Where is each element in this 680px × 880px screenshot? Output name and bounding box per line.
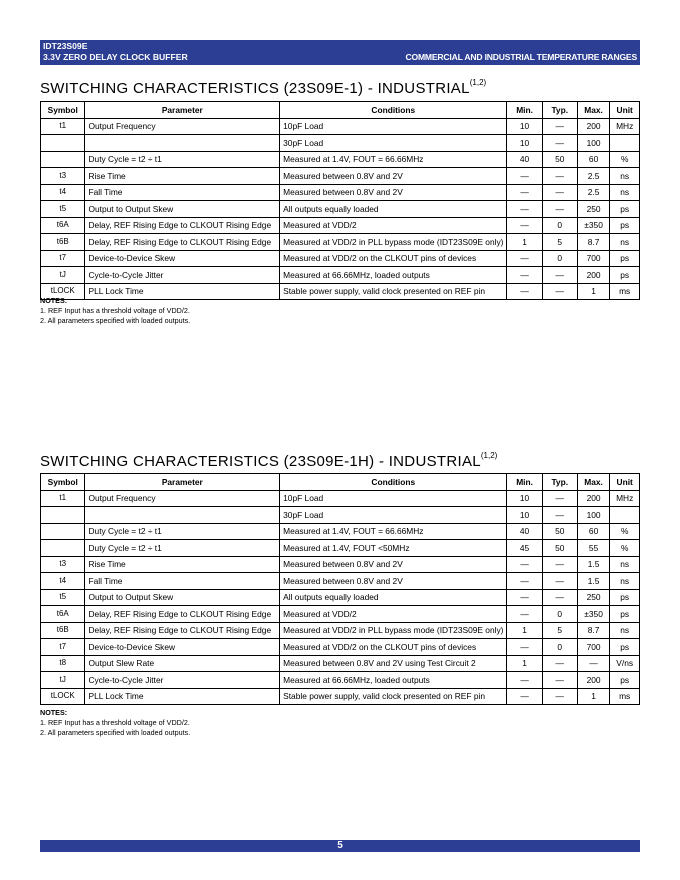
table2-title: SWITCHING CHARACTERISTICS (23S09E-1H) - INDUSTRIAL$^{(1,2)}$ <box>40 451 498 470</box>
cell-sym: t6A <box>41 217 85 234</box>
cell-cond: 30pF Load <box>280 507 507 524</box>
cell-sym: t1 <box>41 490 85 507</box>
cell-min: 10 <box>507 135 542 152</box>
cell-max: 1 <box>577 283 610 300</box>
cell-min: 40 <box>507 151 542 168</box>
cell-param: PLL Lock Time <box>85 688 280 705</box>
cell-sym <box>41 540 85 557</box>
cell-max: 1.5 <box>577 573 610 590</box>
cell-sym <box>41 523 85 540</box>
cell-min: 45 <box>507 540 542 557</box>
column-header: Parameter <box>85 102 280 119</box>
cell-unit: MHz <box>610 490 640 507</box>
cell-min: — <box>507 556 542 573</box>
cell-min: 1 <box>507 655 542 672</box>
cell-param: Device-to-Device Skew <box>85 639 280 656</box>
column-header: Typ. <box>542 474 577 491</box>
cell-sym <box>41 151 85 168</box>
column-header: Unit <box>610 102 640 119</box>
cell-cond: 10pF Load <box>280 490 507 507</box>
cell-param: Fall Time <box>85 184 280 201</box>
cell-typ: — <box>542 556 577 573</box>
cell-min: 40 <box>507 523 542 540</box>
cell-unit: % <box>610 523 640 540</box>
cell-max: 700 <box>577 250 610 267</box>
cell-max: 250 <box>577 201 610 218</box>
cell-param: Cycle-to-Cycle Jitter <box>85 267 280 284</box>
cell-cond: 30pF Load <box>280 135 507 152</box>
cell-min: 1 <box>507 622 542 639</box>
cell-max: 60 <box>577 151 610 168</box>
table1-notes <box>40 296 190 326</box>
cell-sym: t4 <box>41 184 85 201</box>
cell-min: 10 <box>507 507 542 524</box>
cell-sym: t3 <box>41 168 85 185</box>
cell-typ: 0 <box>542 217 577 234</box>
cell-unit: ps <box>610 639 640 656</box>
cell-unit: ps <box>610 201 640 218</box>
table-row <box>41 135 640 152</box>
table-row <box>41 168 640 185</box>
cell-cond: All outputs equally loaded <box>280 589 507 606</box>
column-header: Conditions <box>280 474 507 491</box>
cell-unit: ps <box>610 672 640 689</box>
cell-sym <box>41 135 85 152</box>
cell-unit: ns <box>610 234 640 251</box>
cell-sym: t6A <box>41 606 85 623</box>
cell-sym: t5 <box>41 589 85 606</box>
page-header <box>40 40 640 65</box>
table-row <box>41 639 640 656</box>
cell-typ: 0 <box>542 639 577 656</box>
cell-unit: MHz <box>610 118 640 135</box>
cell-cond: Measured at 1.4V, FOUT = 66.66MHz <box>280 523 507 540</box>
cell-param: Rise Time <box>85 556 280 573</box>
notes-title: NOTES: <box>40 296 68 305</box>
cell-sym: t6B <box>41 234 85 251</box>
cell-unit: % <box>610 540 640 557</box>
note-1: 1. REF Input has a threshold voltage of VDD/2. <box>40 718 190 727</box>
cell-typ: 5 <box>542 234 577 251</box>
table-row <box>41 507 640 524</box>
column-header: Min. <box>507 102 542 119</box>
column-header: Symbol <box>41 474 85 491</box>
cell-unit: ns <box>610 573 640 590</box>
cell-unit: ms <box>610 688 640 705</box>
note-2: 2. All parameters specified with loaded outputs. <box>40 728 191 737</box>
cell-unit <box>610 135 640 152</box>
cell-max: ±350 <box>577 606 610 623</box>
table-row <box>41 589 640 606</box>
cell-unit: V/ns <box>610 655 640 672</box>
column-header: Symbol <box>41 102 85 119</box>
cell-sym: tJ <box>41 267 85 284</box>
cell-max: 200 <box>577 118 610 135</box>
cell-min: — <box>507 250 542 267</box>
cell-param: Output Slew Rate <box>85 655 280 672</box>
cell-sym: tJ <box>41 672 85 689</box>
cell-unit: ps <box>610 267 640 284</box>
cell-cond: Measured between 0.8V and 2V <box>280 168 507 185</box>
table-row <box>41 523 640 540</box>
cell-cond: Measured at VDD/2 on the CLKOUT pins of devices <box>280 639 507 656</box>
column-header: Conditions <box>280 102 507 119</box>
notes-title: NOTES: <box>40 708 68 717</box>
cell-cond: Measured at VDD/2 in PLL bypass mode (IDT23S09E only) <box>280 234 507 251</box>
cell-min: — <box>507 283 542 300</box>
cell-max: 8.7 <box>577 622 610 639</box>
cell-unit: ms <box>610 283 640 300</box>
cell-sym <box>41 507 85 524</box>
table1-title: SWITCHING CHARACTERISTICS (23S09E-1) - INDUSTRIAL$^{(1,2)}$ <box>40 78 487 97</box>
switching-table-1 <box>40 101 640 300</box>
cell-param: Device-to-Device Skew <box>85 250 280 267</box>
note-2: 2. All parameters specified with loaded outputs. <box>40 316 191 325</box>
cell-sym: tLOCK <box>41 283 85 300</box>
cell-cond: Measured at 66.66MHz, loaded outputs <box>280 267 507 284</box>
cell-cond: Measured at VDD/2 in PLL bypass mode (IDT23S09E only) <box>280 622 507 639</box>
cell-max: 100 <box>577 135 610 152</box>
table-header-row <box>41 474 640 491</box>
cell-max: 200 <box>577 490 610 507</box>
page-number: 5 <box>337 840 343 851</box>
cell-typ: — <box>542 688 577 705</box>
cell-typ: — <box>542 168 577 185</box>
cell-typ: — <box>542 573 577 590</box>
switching-table-2 <box>40 473 640 705</box>
cell-typ: — <box>542 267 577 284</box>
cell-max: 8.7 <box>577 234 610 251</box>
cell-cond: All outputs equally loaded <box>280 201 507 218</box>
cell-param: Output to Output Skew <box>85 201 280 218</box>
cell-cond: Measured at VDD/2 <box>280 606 507 623</box>
table-row <box>41 688 640 705</box>
cell-unit: % <box>610 151 640 168</box>
column-header: Unit <box>610 474 640 491</box>
table-row <box>41 672 640 689</box>
cell-sym: t5 <box>41 201 85 218</box>
cell-sym: t1 <box>41 118 85 135</box>
cell-unit: ns <box>610 184 640 201</box>
column-header: Typ. <box>542 102 577 119</box>
cell-unit: ns <box>610 622 640 639</box>
table-row <box>41 267 640 284</box>
cell-sym: t6B <box>41 622 85 639</box>
cell-typ: 50 <box>542 540 577 557</box>
cell-min: — <box>507 573 542 590</box>
cell-param <box>85 135 280 152</box>
cell-typ: — <box>542 589 577 606</box>
cell-typ: — <box>542 201 577 218</box>
cell-typ: 0 <box>542 250 577 267</box>
cell-cond: Measured at 1.4V, FOUT = 66.66MHz <box>280 151 507 168</box>
cell-unit: ns <box>610 556 640 573</box>
cell-max: 60 <box>577 523 610 540</box>
cell-typ: — <box>542 655 577 672</box>
cell-cond: Stable power supply, valid clock presented on REF pin <box>280 688 507 705</box>
cell-typ: — <box>542 490 577 507</box>
column-header: Parameter <box>85 474 280 491</box>
table-row <box>41 540 640 557</box>
cell-min: — <box>507 606 542 623</box>
cell-param: Delay, REF Rising Edge to CLKOUT Rising Edge <box>85 234 280 251</box>
cell-cond: Measured between 0.8V and 2V <box>280 556 507 573</box>
cell-cond: Measured between 0.8V and 2V <box>280 184 507 201</box>
cell-param <box>85 507 280 524</box>
cell-cond: Measured between 0.8V and 2V using Test Circuit 2 <box>280 655 507 672</box>
cell-param: Duty Cycle = t2 ÷ t1 <box>85 540 280 557</box>
cell-param: Cycle-to-Cycle Jitter <box>85 672 280 689</box>
cell-sym: tLOCK <box>41 688 85 705</box>
cell-sym: t3 <box>41 556 85 573</box>
cell-param: Output Frequency <box>85 118 280 135</box>
table-row <box>41 151 640 168</box>
table-row <box>41 573 640 590</box>
cell-max: 100 <box>577 507 610 524</box>
part-number: IDT23S09E <box>43 41 88 51</box>
cell-param: Rise Time <box>85 168 280 185</box>
cell-max: — <box>577 655 610 672</box>
cell-min: — <box>507 639 542 656</box>
cell-unit: ns <box>610 168 640 185</box>
cell-typ: 50 <box>542 523 577 540</box>
table-row <box>41 606 640 623</box>
cell-min: — <box>507 184 542 201</box>
cell-cond: Measured at 66.66MHz, loaded outputs <box>280 672 507 689</box>
cell-max: 55 <box>577 540 610 557</box>
table-row <box>41 622 640 639</box>
cell-min: — <box>507 168 542 185</box>
cell-max: 1.5 <box>577 556 610 573</box>
table-row <box>41 118 640 135</box>
cell-param: Duty Cycle = t2 ÷ t1 <box>85 151 280 168</box>
cell-sym: t7 <box>41 250 85 267</box>
cell-max: 2.5 <box>577 168 610 185</box>
table-row <box>41 201 640 218</box>
cell-sym: t4 <box>41 573 85 590</box>
cell-typ: — <box>542 672 577 689</box>
table-row <box>41 556 640 573</box>
product-name: 3.3V ZERO DELAY CLOCK BUFFER <box>43 52 188 62</box>
table-header-row <box>41 102 640 119</box>
cell-max: 1 <box>577 688 610 705</box>
cell-unit: ps <box>610 606 640 623</box>
cell-cond: 10pF Load <box>280 118 507 135</box>
cell-typ: — <box>542 184 577 201</box>
table-row <box>41 490 640 507</box>
cell-param: PLL Lock Time <box>85 283 280 300</box>
cell-min: — <box>507 217 542 234</box>
table-row <box>41 655 640 672</box>
page-footer <box>40 840 640 852</box>
cell-min: 10 <box>507 118 542 135</box>
cell-min: 10 <box>507 490 542 507</box>
cell-min: — <box>507 589 542 606</box>
cell-unit: ps <box>610 250 640 267</box>
cell-cond: Measured at VDD/2 on the CLKOUT pins of devices <box>280 250 507 267</box>
cell-max: 700 <box>577 639 610 656</box>
cell-min: — <box>507 672 542 689</box>
cell-typ: — <box>542 283 577 300</box>
cell-cond: Measured at 1.4V, FOUT <50MHz <box>280 540 507 557</box>
table-row <box>41 217 640 234</box>
cell-typ: 5 <box>542 622 577 639</box>
cell-min: 1 <box>507 234 542 251</box>
cell-max: ±350 <box>577 217 610 234</box>
cell-unit: ps <box>610 217 640 234</box>
note-1: 1. REF Input has a threshold voltage of VDD/2. <box>40 306 190 315</box>
cell-min: — <box>507 688 542 705</box>
cell-param: Output to Output Skew <box>85 589 280 606</box>
table2-notes <box>40 708 190 738</box>
temperature-ranges: COMMERCIAL AND INDUSTRIAL TEMPERATURE RANGES <box>405 52 637 62</box>
table-row <box>41 184 640 201</box>
column-header: Max. <box>577 474 610 491</box>
cell-max: 250 <box>577 589 610 606</box>
cell-typ: 50 <box>542 151 577 168</box>
table-row <box>41 234 640 251</box>
cell-param: Delay, REF Rising Edge to CLKOUT Rising Edge <box>85 217 280 234</box>
cell-sym: t8 <box>41 655 85 672</box>
cell-param: Duty Cycle = t2 ÷ t1 <box>85 523 280 540</box>
cell-param: Delay, REF Rising Edge to CLKOUT Rising Edge <box>85 606 280 623</box>
cell-typ: — <box>542 507 577 524</box>
cell-param: Delay, REF Rising Edge to CLKOUT Rising Edge <box>85 622 280 639</box>
cell-typ: — <box>542 135 577 152</box>
cell-cond: Measured at VDD/2 <box>280 217 507 234</box>
cell-typ: — <box>542 118 577 135</box>
cell-max: 2.5 <box>577 184 610 201</box>
cell-sym: t7 <box>41 639 85 656</box>
column-header: Max. <box>577 102 610 119</box>
cell-min: — <box>507 201 542 218</box>
cell-unit: ps <box>610 589 640 606</box>
column-header: Min. <box>507 474 542 491</box>
cell-max: 200 <box>577 672 610 689</box>
cell-max: 200 <box>577 267 610 284</box>
cell-typ: 0 <box>542 606 577 623</box>
cell-param: Output Frequency <box>85 490 280 507</box>
cell-cond: Measured between 0.8V and 2V <box>280 573 507 590</box>
table-row <box>41 250 640 267</box>
cell-cond: Stable power supply, valid clock presented on REF pin <box>280 283 507 300</box>
cell-unit <box>610 507 640 524</box>
cell-param: Fall Time <box>85 573 280 590</box>
cell-min: — <box>507 267 542 284</box>
